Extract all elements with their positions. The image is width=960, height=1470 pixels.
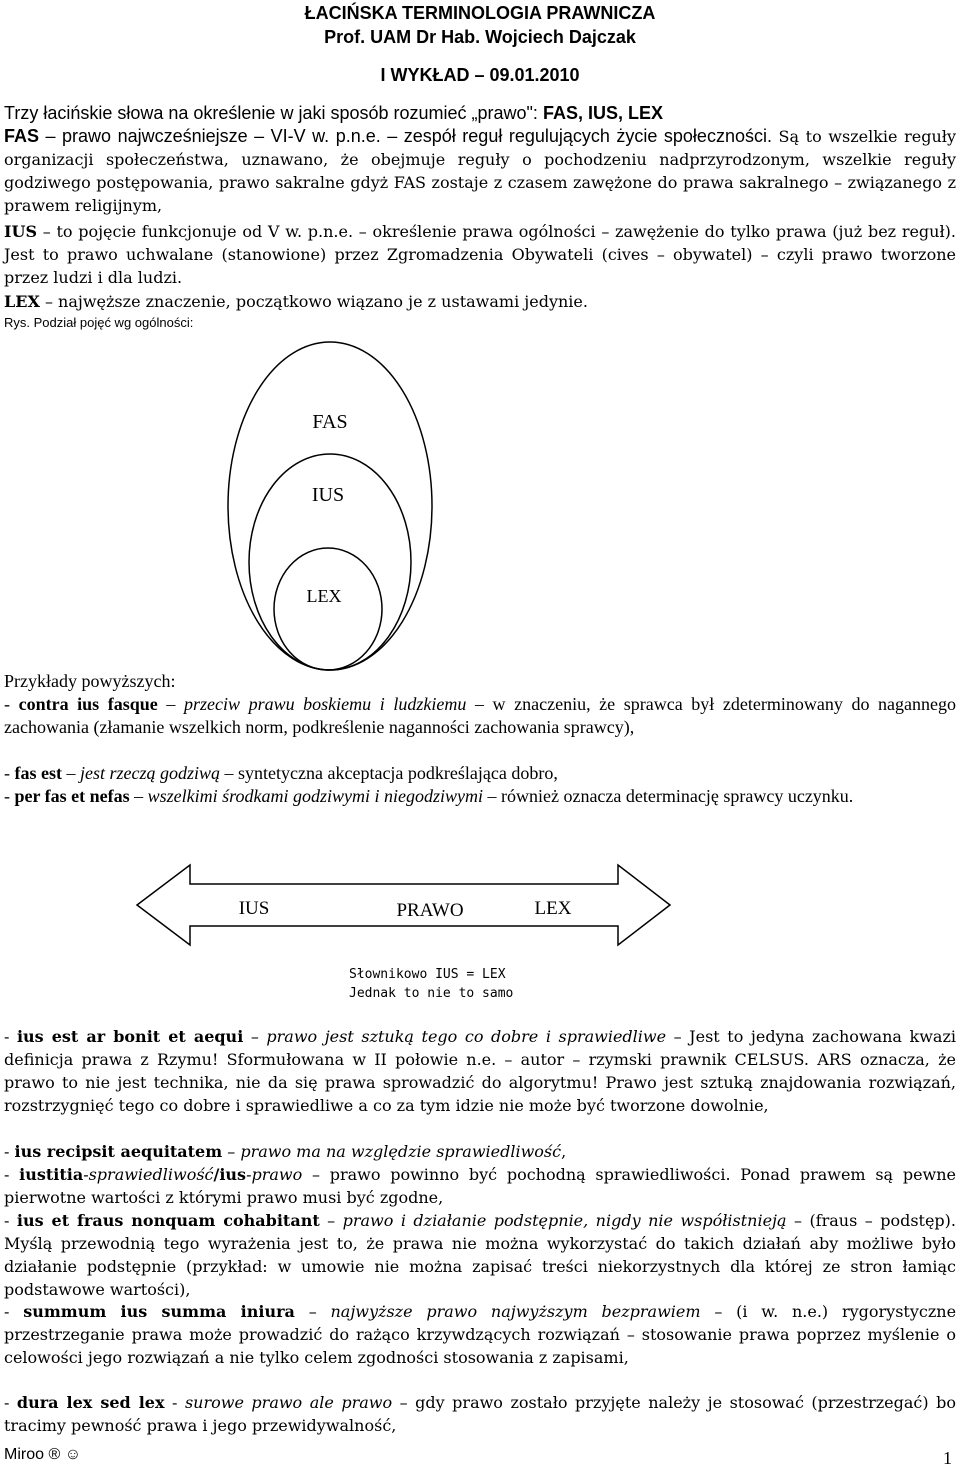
fas-label: FAS — [312, 411, 348, 433]
intro-lead: Trzy łacińskie słowa na określenie w jaki sposób rozumieć „prawo": FAS, IUS, LEX — [4, 103, 663, 123]
fas-paragraph: FAS – prawo najwcześniejsze – VI-V w. p.n.e. – zespół reguł regulujących życie społeczności. Są to wszelkie reguły organizacji społeczeństwa, uznawano, że obejmuje reguły o pochodzeniu nadprzyrodzonym, wszelkie reguły godziwego postępowania, prawo sakralne gdyż FAS zostaje z czasem zawężone do prawa sakralnego – związanego z prawem religijnym, — [4, 126, 956, 215]
example-item: - fas est – jest rzeczą godziwą – syntetyczna akceptacja podkreślająca dobro, — [4, 763, 558, 783]
double-arrow-diagram — [0, 862, 960, 952]
arrow-right-label: LEX — [534, 898, 572, 919]
page-number: 1 — [943, 1448, 952, 1468]
document-title: ŁACIŃSKA TERMINOLOGIA PRAWNICZA — [304, 3, 656, 23]
lex-label: LEX — [306, 586, 342, 606]
arrow-note: Słownikowo IUS = LEX Jednak to nie to samo — [349, 967, 514, 1001]
lex-paragraph: LEX – najwęższe znaczenie, początkowo wiązano je z ustawami jedynie. — [4, 292, 588, 311]
arrow-center-label: PRAWO — [396, 900, 464, 921]
maxim-item: - summum ius summa iniura – najwyższe prawo najwyższym bezprawiem – (i w. n.e.) rygorystyczne przestrzeganie prawa może prowadzić do rażąco krzywdzących rozwiązań – stosowanie prawa poprzez myślenie o celowości jego rozwiązań a nie tylko celem zgodności stosowania z zapisami, — [4, 1302, 957, 1367]
example-item: - contra ius fasque – przeciw prawu boskiemu i ludzkiemu – w znaczeniu, że sprawca był zdeterminowany do nagannego zachowania (złamanie wszelkich norm, podkreślenie naganności zachowania sprawcy), — [4, 694, 956, 737]
figure-caption: Rys. Podział pojęć wg ogólności: — [4, 315, 194, 330]
lecture-heading: I WYKŁAD – 09.01.2010 — [380, 65, 580, 85]
nested-ellipses-diagram — [200, 340, 500, 680]
maxim-item: - iustitia-sprawiedliwość/ius-prawo – prawo powinno być pochodną sprawiedliwości. Ponad prawem są pewne pierwotne wartości z którymi prawo musi być zgodne, — [4, 1165, 957, 1207]
maxim-item: - ius recipsit aequitatem – prawo ma na względzie sprawiedliwość, — [4, 1142, 567, 1161]
maxim-item: - ius et fraus nonquam cohabitant – prawo i działanie podstępnie, nigdy nie współistnieją – (fraus – podstęp). Myślą przewodnią tego wyrażenia jest to, że prawa nie można wykorzystać do takich działań aby możliwe było działanie podstępnie (przykład: w umowie nie można zapisać treści niekorzystnych dla której ze stron łamiąc podstawowe wartości), — [4, 1211, 957, 1299]
ius-label: IUS — [311, 484, 345, 506]
maxim-item: - ius est ar bonit et aequi – prawo jest sztuką tego co dobre i sprawiedliwe – Jest to jedyna zachowana kwazi definicja prawa z Rzymu! Sformułowana w II połowie n.e. – autor – rzymski prawnik CELSUS. ARS oznacza, że prawo to nie jest technika, nie da się prawa sprowadzić do algorytmu! Prawo jest sztuką znajdowania rozwiązań, rozstrzygnięć tego co dobre i sprawiedliwe a co za tym idzie nie może być tworzone dowolnie, — [4, 1027, 956, 1115]
arrow-left-label: IUS — [238, 898, 270, 919]
maxim-item: - dura lex sed lex - surowe prawo ale prawo – gdy prawo zostało przyjęte należy je stosować (przestrzegać) bo tracimy pewność prawa i jego przewidywalność, — [4, 1393, 957, 1435]
lex-ellipse — [274, 548, 382, 670]
footer-signature: Miroo ® ☺ — [4, 1446, 82, 1463]
examples-heading: Przykłady powyższych: — [4, 671, 176, 691]
ius-paragraph: IUS – to pojęcie funkcjonuje od V w. p.n.e. – określenie prawa ogólności – zawężenie do tylko prawa (już bez reguł). Jest to prawo uchwalane (stanowione) przez Zgromadzenia Obywateli (cives – obywatel) – czyli prawo tworzone przez ludzi i dla ludzi. — [4, 222, 956, 287]
document-author: Prof. UAM Dr Hab. Wojciech Dajczak — [324, 27, 636, 47]
fas-ellipse — [228, 342, 432, 670]
example-item: - per fas et nefas – wszelkimi środkami godziwymi i niegodziwymi – również oznacza determinację sprawcy uczynku. — [4, 786, 854, 806]
